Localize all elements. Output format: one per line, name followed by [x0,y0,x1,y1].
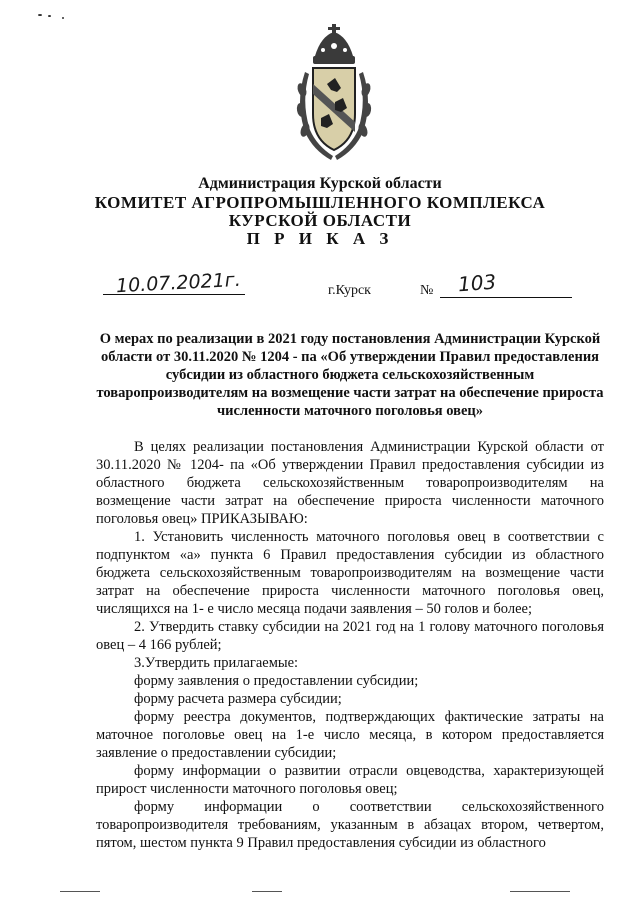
crown-icon [313,24,355,64]
document-title: О мерах по реализации в 2021 году постановления Администрации Курской области от 30.11.2020 № 1204 - па «Об утверждении Правил предоставления субсидии из областного бюджета сельскохозяйственным товаропроизводителям на возмещение части затрат на обеспечение прироста численности маточного поголовья овец» [96,331,604,419]
date-underline [103,294,245,295]
paragraph-form-calculation: форму расчета размера субсидии; [134,691,342,707]
paragraph-form-compliance: форму информации о соответствии сельскохозяйственного товаропроизводителя требованиям, указанным в абзацах втором, четвертом, пятом, шестом пункта 9 Правил предоставления субсидии из областного [96,799,604,851]
paragraph-item-1: 1. Установить численность маточного поголовья овец в соответствии с подпунктом «а» пункта 6 Правил предоставления субсидии из областного бюджета сельскохозяйственным товаропроизводителям на возмещение части затрат на обеспечение прироста численности маточного поголовья овец, числящихся на 1- е число месяца подачи заявления – 50 голов и более; [96,529,604,617]
document-body [96,438,604,852]
city: г.Курск [328,283,371,298]
coat-of-arms-icon [291,22,377,164]
order-date: 10.07.2021г. [115,268,242,298]
paragraph-form-registry: форму реестра документов, подтверждающих фактические затраты на маточное поголовье овец на 1-е число месяца, в котором предоставляется заявление о предоставлении субсидии; [96,709,604,761]
scan-artifact-line [252,891,282,892]
scan-speck [38,14,42,16]
scan-artifact-line [60,891,100,892]
number-sign: № [420,283,434,298]
order-number: 103 [457,269,497,297]
shield-icon [313,68,355,150]
paragraph-item-2: 2. Утвердить ставку субсидии на 2021 год на 1 голову маточного поголовья овец – 4 166 рублей; [96,619,604,653]
paragraph-item-3: 3.Утвердить прилагаемые: [134,655,299,671]
administration-name: Администрация Курской области [198,175,442,192]
document-type: П Р И К А З [246,229,394,248]
paragraph-preamble: В целях реализации постановления Администрации Курской области от 30.11.2020 № 1204- па «Об утверждении Правил предоставления субсидии из областного бюджета сельскохозяйственным товаропроизводителям на возмещение части затрат на обеспечение прироста численности маточного поголовья овец» ПРИКАЗЫВАЮ: [96,439,604,527]
scan-speck [62,17,64,19]
number-underline [440,297,572,298]
paragraph-form-application: форму заявления о предоставлении субсидии; [134,673,419,689]
committee-name: КОМИТЕТ АГРОПРОМЫШЛЕННОГО КОМПЛЕКСА [94,193,546,212]
scan-speck [48,15,51,17]
region-name: КУРСКОЙ ОБЛАСТИ [228,211,412,230]
paragraph-form-development: форму информации о развитии отрасли овцеводства, характеризующей прирост численности маточного поголовья овец; [96,763,604,797]
scan-artifact-line [510,891,570,892]
